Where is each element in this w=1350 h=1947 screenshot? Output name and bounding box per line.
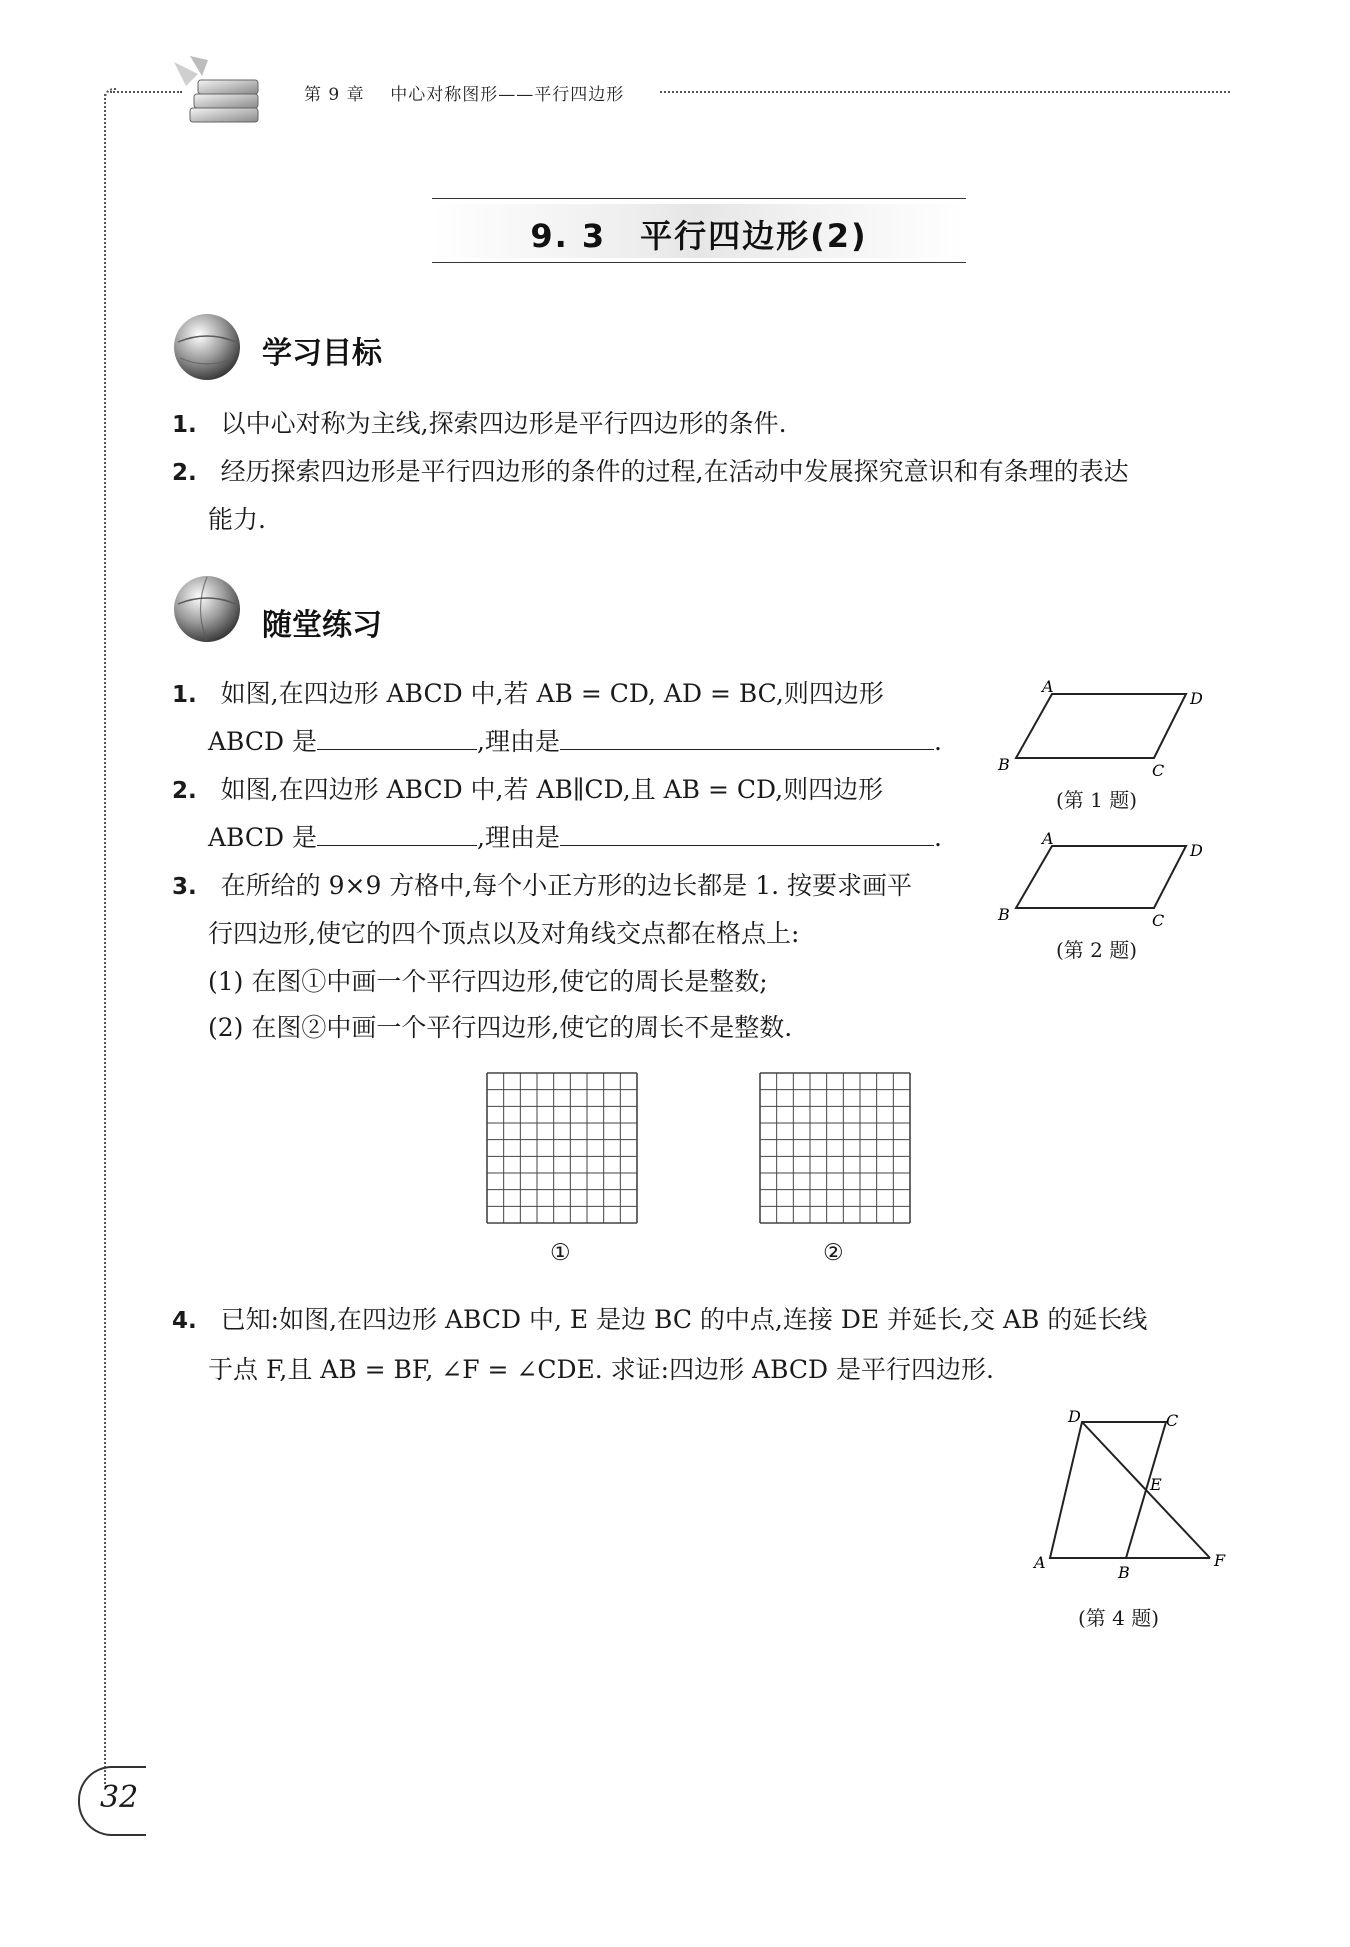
fig4-label-e: E [1150, 1475, 1162, 1494]
question-3-line-1 [172, 868, 912, 905]
section-heading-objectives: 学习目标 [262, 336, 382, 371]
grid-1[interactable] [486, 1072, 638, 1224]
question-2-line-2 [208, 820, 942, 856]
q2-text-1: 如图,在四边形 ABCD 中,若 AB∥CD,且 AB = CD,则四边形 [220, 775, 884, 804]
fig1-label-c: C [1152, 761, 1165, 780]
q1-text-2b: ,理由是 [477, 727, 560, 756]
q1-text-2a: ABCD 是 [208, 727, 318, 756]
lesson-title-box [432, 198, 966, 264]
fig4-label-d: D [1068, 1408, 1081, 1426]
objective-text-1: 以中心对称为主线,探索四边形是平行四边形的条件. [220, 409, 787, 438]
q3-num: 3. [172, 874, 197, 900]
grid-2-label: ② [823, 1240, 844, 1266]
globe-icon [172, 312, 242, 382]
lesson-title: 9. 3 平行四边形(2) [530, 217, 868, 255]
header-dots-right [660, 91, 1230, 93]
q1-num: 1. [172, 682, 197, 708]
q2-blank-2[interactable] [560, 823, 934, 846]
q2-blank-1[interactable] [317, 823, 477, 846]
fig1-label-a: A [1042, 680, 1054, 696]
fig4-label-c: C [1166, 1411, 1179, 1430]
figure-1 [990, 680, 1210, 780]
chapter-number: 第 9 章 [304, 85, 365, 105]
objective-item-2 [172, 454, 1129, 491]
page-number: 32 [100, 1780, 139, 1815]
q3-sub-2: (2) 在图②中画一个平行四边形,使它的周长不是整数. [208, 1013, 793, 1042]
q2-text-2b: ,理由是 [477, 823, 560, 852]
q3-text-1: 在所给的 9×9 方格中,每个小正方形的边长都是 1. 按要求画平 [220, 871, 913, 900]
q1-blank-2[interactable] [560, 727, 934, 750]
fig4-label-a: A [1034, 1553, 1046, 1572]
fig4-quadrilateral [1050, 1422, 1166, 1558]
q2-text-2a: ABCD 是 [208, 823, 318, 852]
q2-num: 2. [172, 778, 197, 804]
fig1-parallelogram [1016, 694, 1186, 758]
globe-icon-2 [172, 574, 242, 644]
fig4-label-f: F [1214, 1551, 1226, 1570]
header-dots-left [110, 91, 182, 93]
header-chapter [304, 80, 624, 105]
fig4-caption: (第 4 题) [1078, 1606, 1160, 1630]
fig2-label-c: C [1152, 911, 1165, 930]
q4-text-2: 于点 F,且 AB = BF, ∠F = ∠CDE. 求证:四边形 ABCD 是平行四边形. [208, 1355, 994, 1384]
grid-1-label: ① [550, 1240, 571, 1266]
section-heading-practice: 随堂练习 [262, 608, 382, 643]
fig1-label-b: B [998, 755, 1010, 774]
chapter-title: 中心对称图形——平行四边形 [390, 85, 625, 105]
question-4-line-1 [172, 1302, 1147, 1339]
margin-dots [104, 94, 106, 1784]
fig2-label-d: D [1190, 841, 1203, 860]
header-logo [168, 52, 268, 128]
objective-num-1: 1. [172, 412, 197, 438]
fig4-line-df [1082, 1422, 1210, 1558]
objective-text-2a: 经历探索四边形是平行四边形的条件的过程,在活动中发展探究意识和有条理的表达 [220, 457, 1129, 486]
q1-end: . [933, 727, 942, 756]
q1-blank-1[interactable] [317, 727, 477, 750]
question-2-line-1 [172, 772, 883, 809]
fig2-label-b: B [998, 905, 1010, 924]
fig2-caption: (第 2 题) [1056, 938, 1138, 962]
q2-end: . [933, 823, 942, 852]
question-1-line-1 [172, 676, 884, 713]
q4-text-1: 已知:如图,在四边形 ABCD 中, E 是边 BC 的中点,连接 DE 并延长,交 AB 的延长线 [220, 1305, 1148, 1334]
figure-4 [1020, 1408, 1240, 1588]
fig2-label-a: A [1042, 832, 1054, 848]
fig1-label-d: D [1190, 689, 1203, 708]
objective-text-2b: 能力. [208, 505, 266, 534]
q3-text-2: 行四边形,使它的四个顶点以及对角线交点都在格点上: [208, 919, 800, 948]
fig4-label-b: B [1118, 1563, 1130, 1582]
fig2-parallelogram [1016, 846, 1186, 908]
q3-sub-1: (1) 在图①中画一个平行四边形,使它的周长是整数; [208, 967, 768, 996]
q4-num: 4. [172, 1308, 197, 1334]
books-logo-icon [168, 52, 268, 128]
figure-2 [990, 832, 1210, 932]
objective-num-2: 2. [172, 460, 197, 486]
q1-text-1: 如图,在四边形 ABCD 中,若 AB = CD, AD = BC,则四边形 [220, 679, 884, 708]
margin-corner [104, 88, 116, 100]
grid-2[interactable] [759, 1072, 911, 1224]
objective-item-1 [172, 406, 787, 443]
question-1-line-2 [208, 724, 942, 760]
fig1-caption: (第 1 题) [1056, 788, 1138, 812]
